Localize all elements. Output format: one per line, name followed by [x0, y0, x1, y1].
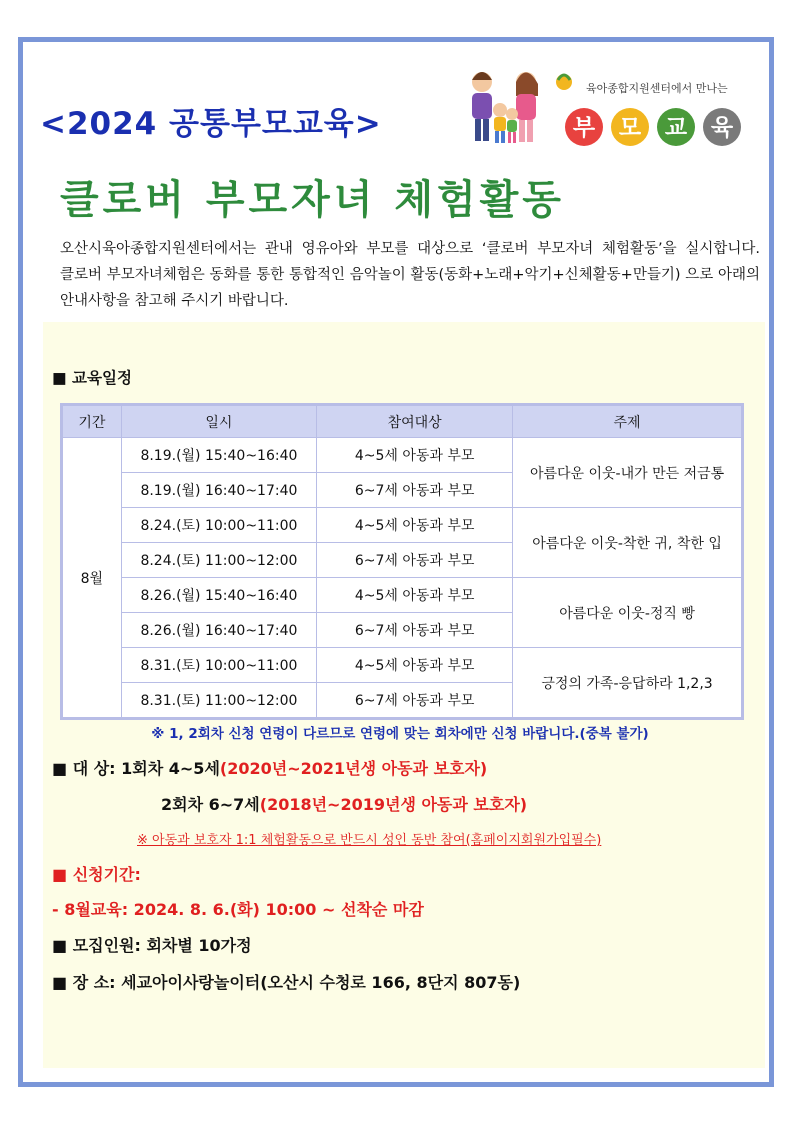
month-cell: 8월 — [62, 438, 122, 719]
target-line-1 — [52, 756, 487, 779]
header-period: 기간 — [62, 405, 122, 438]
target-label: ■ 대 상: — [52, 759, 116, 778]
family-illustration-icon — [472, 72, 538, 143]
logo-char-4: 육 — [710, 115, 734, 141]
target-cell: 4~5세 아동과 부모 — [317, 578, 513, 613]
datetime-cell: 8.19.(월) 15:40~16:40 — [121, 438, 316, 473]
target-cell: 6~7세 아동과 부모 — [317, 683, 513, 719]
application-label: ■ 신청기간: — [52, 865, 141, 884]
datetime-cell: 8.19.(월) 16:40~17:40 — [121, 473, 316, 508]
page-title: <2024 공통부모교육> — [40, 106, 382, 142]
program-title: 클로버 부모자녀 체험활동 — [60, 177, 565, 223]
target-round2-detail: (2018년~2019년생 아동과 보호자) — [259, 795, 528, 814]
target-round1-detail: (2020년~2021년생 아동과 보호자) — [219, 759, 488, 778]
target-note: ※ 아동과 보호자 1:1 체험활동으로 반드시 성인 동반 참여(홈페이지회원가입필수) — [137, 833, 602, 848]
logo-subtext: 육아종합지원센터에서 만나는 — [586, 82, 728, 95]
schedule-heading: ■ 교육일정 — [52, 369, 132, 387]
place-info: ■ 장 소: 세교아이사랑놀이터(오산시 수청로 166, 8단지 807동) — [52, 973, 521, 992]
header-target: 참여대상 — [317, 405, 513, 438]
schedule-note: ※ 1, 2회차 신청 연령이 다르므로 연령에 맞는 회차에만 신청 바랍니다.(중복 불가) — [151, 726, 649, 742]
parent-education-logo — [466, 64, 756, 150]
application-detail: - 8월교육: 2024. 8. 6.(화) 10:00 ~ 선착순 마감 — [52, 900, 424, 919]
target-cell: 6~7세 아동과 부모 — [317, 543, 513, 578]
datetime-cell: 8.26.(월) 16:40~17:40 — [121, 613, 316, 648]
topic-cell: 아름다운 이웃-착한 귀, 착한 입 — [513, 508, 743, 578]
table-row — [62, 578, 743, 613]
logo-char-2: 모 — [618, 115, 642, 141]
target-cell: 4~5세 아동과 부모 — [317, 508, 513, 543]
target-cell: 6~7세 아동과 부모 — [317, 473, 513, 508]
datetime-cell: 8.26.(월) 15:40~16:40 — [121, 578, 316, 613]
schedule-table — [60, 403, 744, 720]
topic-cell: 긍정의 가족-응답하라 1,2,3 — [513, 648, 743, 719]
logo-mark-icon — [556, 74, 572, 90]
target-line-2 — [161, 792, 527, 815]
intro-paragraph: 오산시육아종합지원센터에서는 관내 영유아와 부모를 대상으로 ‘클로버 부모자녀 체험활동’을 실시합니다. 클로버 부모자녀체험은 동화를 통한 통합적인 음악놀이 활동(동화+노래+악기+신체활동+만들기) 으로 아래의 안내사항을 참고해 주시기 바랍니다. — [60, 241, 760, 309]
table-row — [62, 438, 743, 473]
topic-cell: 아름다운 이웃-내가 만든 저금통 — [513, 438, 743, 508]
recruit-info: ■ 모집인원: 회차별 10가정 — [52, 936, 252, 955]
target-cell: 4~5세 아동과 부모 — [317, 648, 513, 683]
table-row — [62, 648, 743, 683]
target-cell: 6~7세 아동과 부모 — [317, 613, 513, 648]
datetime-cell: 8.31.(토) 10:00~11:00 — [121, 648, 316, 683]
logo-char-1: 부 — [572, 115, 596, 141]
datetime-cell: 8.24.(토) 10:00~11:00 — [121, 508, 316, 543]
header-datetime: 일시 — [121, 405, 316, 438]
datetime-cell: 8.24.(토) 11:00~12:00 — [121, 543, 316, 578]
table-row — [62, 508, 743, 543]
logo-char-3: 교 — [664, 115, 688, 141]
target-round1: 1회차 4~5세 — [121, 759, 220, 778]
topic-cell: 아름다운 이웃-정직 빵 — [513, 578, 743, 648]
target-cell: 4~5세 아동과 부모 — [317, 438, 513, 473]
target-round2: 2회차 6~7세 — [161, 795, 260, 814]
table-header-row — [62, 405, 743, 438]
datetime-cell: 8.31.(토) 11:00~12:00 — [121, 683, 316, 719]
header-topic: 주제 — [513, 405, 743, 438]
